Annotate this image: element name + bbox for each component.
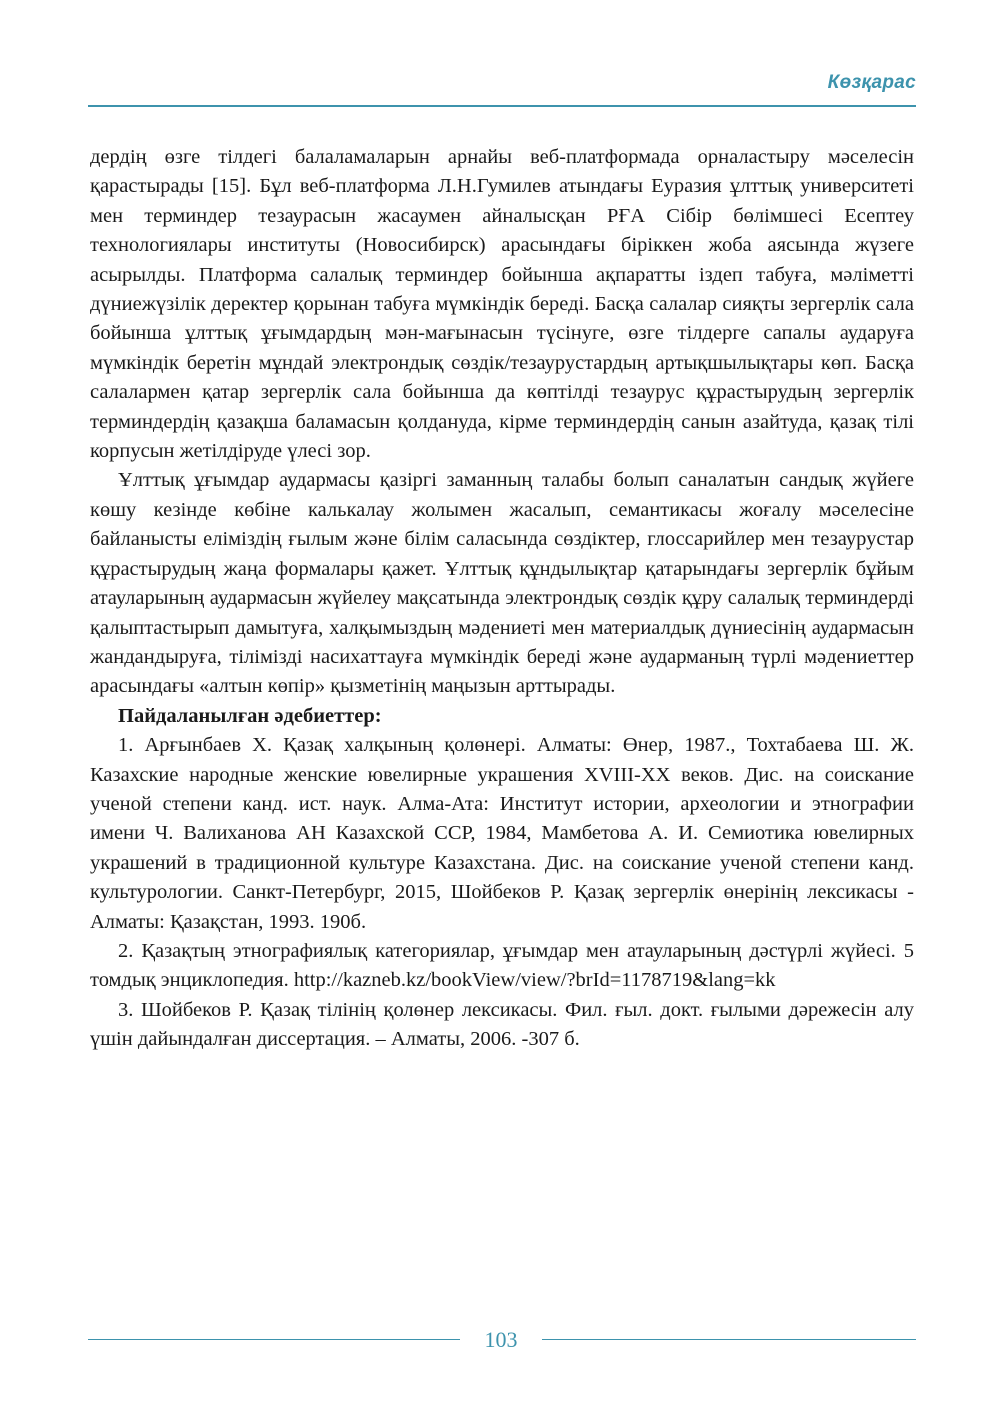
body-paragraph: дердің өзге тілдегі балаламаларын арнайы веб-платформада орналастыру мәселесін қарастырады [15]. Бұл веб-платформа Л.Н.Гумилев атындағы Еуразия ұлттық университеті мен терминдер тезаурасын жасаумен айналысқан РҒА Сібір бөлімшесі Есептеу технологиялары институты (Новосибирск) арасындағы біріккен жоба аясында жүзеге асырылды. Платформа салалық терминдер бойынша ақпаратты іздеп табуға, мәліметті дүниежүзілік деректер қорынан табуға мүмкіндік береді. Басқа салалар сияқты зергерлік сала бойынша ұлттық ұғымдардың мән-мағынасын түсінуге, өзге тілдерге сапалы аударуға мүмкіндік беретін мұндай электрондық сөздік/тезаурустардың артықшылықтары көп. Басқа салалармен қатар зергерлік сала бойынша да көптілді тезаурус құрастырудың зергерлік терминдердің қазақша баламасын қолдануда, кірме терминдердің санын азайтуда, қазақ тілі корпусын жетілдіруде үлесі зор. bbox=[90, 146, 914, 463]
page-number: 103 bbox=[484, 1327, 518, 1352]
footer-divider-left bbox=[88, 1339, 460, 1340]
references-heading: Пайдаланылған әдебиеттер: bbox=[118, 704, 382, 727]
reference-item: 2. Қазақтың этнографиялық категориялар, ұғымдар мен атауларының дәстүрлі жүйесі. 5 томдық энциклопедия. http://kazneb.kz/bookView/view/?brId=1178719&lang=kk bbox=[90, 939, 914, 992]
reference-item: 3. Шойбеков Р. Қазақ тілінің қолөнер лексикасы. Фил. ғыл. докт. ғылыми дәрежесін алу үшін дайындалған диссертация. – Алматы, 2006. -307 б. bbox=[90, 998, 914, 1051]
running-title: Көзқарас bbox=[827, 72, 916, 93]
header-divider bbox=[88, 105, 916, 107]
reference-item: 1. Арғынбаев Х. Қазақ халқының қолөнері. Алматы: Өнер, 1987., Тохтабаева Ш. Ж. Казахские народные женские ювелирные украшения XVIII-XX веков. Дис. на соискание ученой степени канд. ист. наук. Алма-Ата: Институт истории, археологии и этнографии имени Ч. Валиханова АН Казахской ССР, 1984, Мамбетова А. И. Семиотика ювелирных украшений в традиционной культуре Казахстана. Дис. на соискание ученой степени канд. культурологии. Санкт-Петербург, 2015, Шойбеков Р. Қазақ зергерлік өнерінің лексикасы - Алматы: Қазақстан, 1993. 190б. bbox=[90, 734, 914, 933]
footer-divider-right bbox=[542, 1339, 916, 1340]
page-content bbox=[90, 143, 914, 1055]
body-paragraph: Ұлттық ұғымдар аудармасы қазіргі заманның талабы болып саналатын сандық жүйеге көшу кезінде көбіне калькалау жолымен жасалып, семантикасы жоғалу мәселесіне байланысты еліміздің ғылым және білім саласында сөздіктер, глоссарийлер мен тезаурустар құрастырудың жаңа формалары қажет. Ұлттық құндылықтар қатарындағы зергерлік бұйым атауларының аудармасын жүйелеу мақсатында электрондық сөздік құру салалық терминдерді қалыптастырып дамытуға, халқымыздың мәдениеті мен материалдық дүниесінің аудармасын жандандыруға, тілімізді насихаттауға мүмкіндік береді және аударманың түрлі мәдениеттер арасындағы «алтын көпір» қызметінің маңызын арттырады. bbox=[90, 469, 914, 698]
